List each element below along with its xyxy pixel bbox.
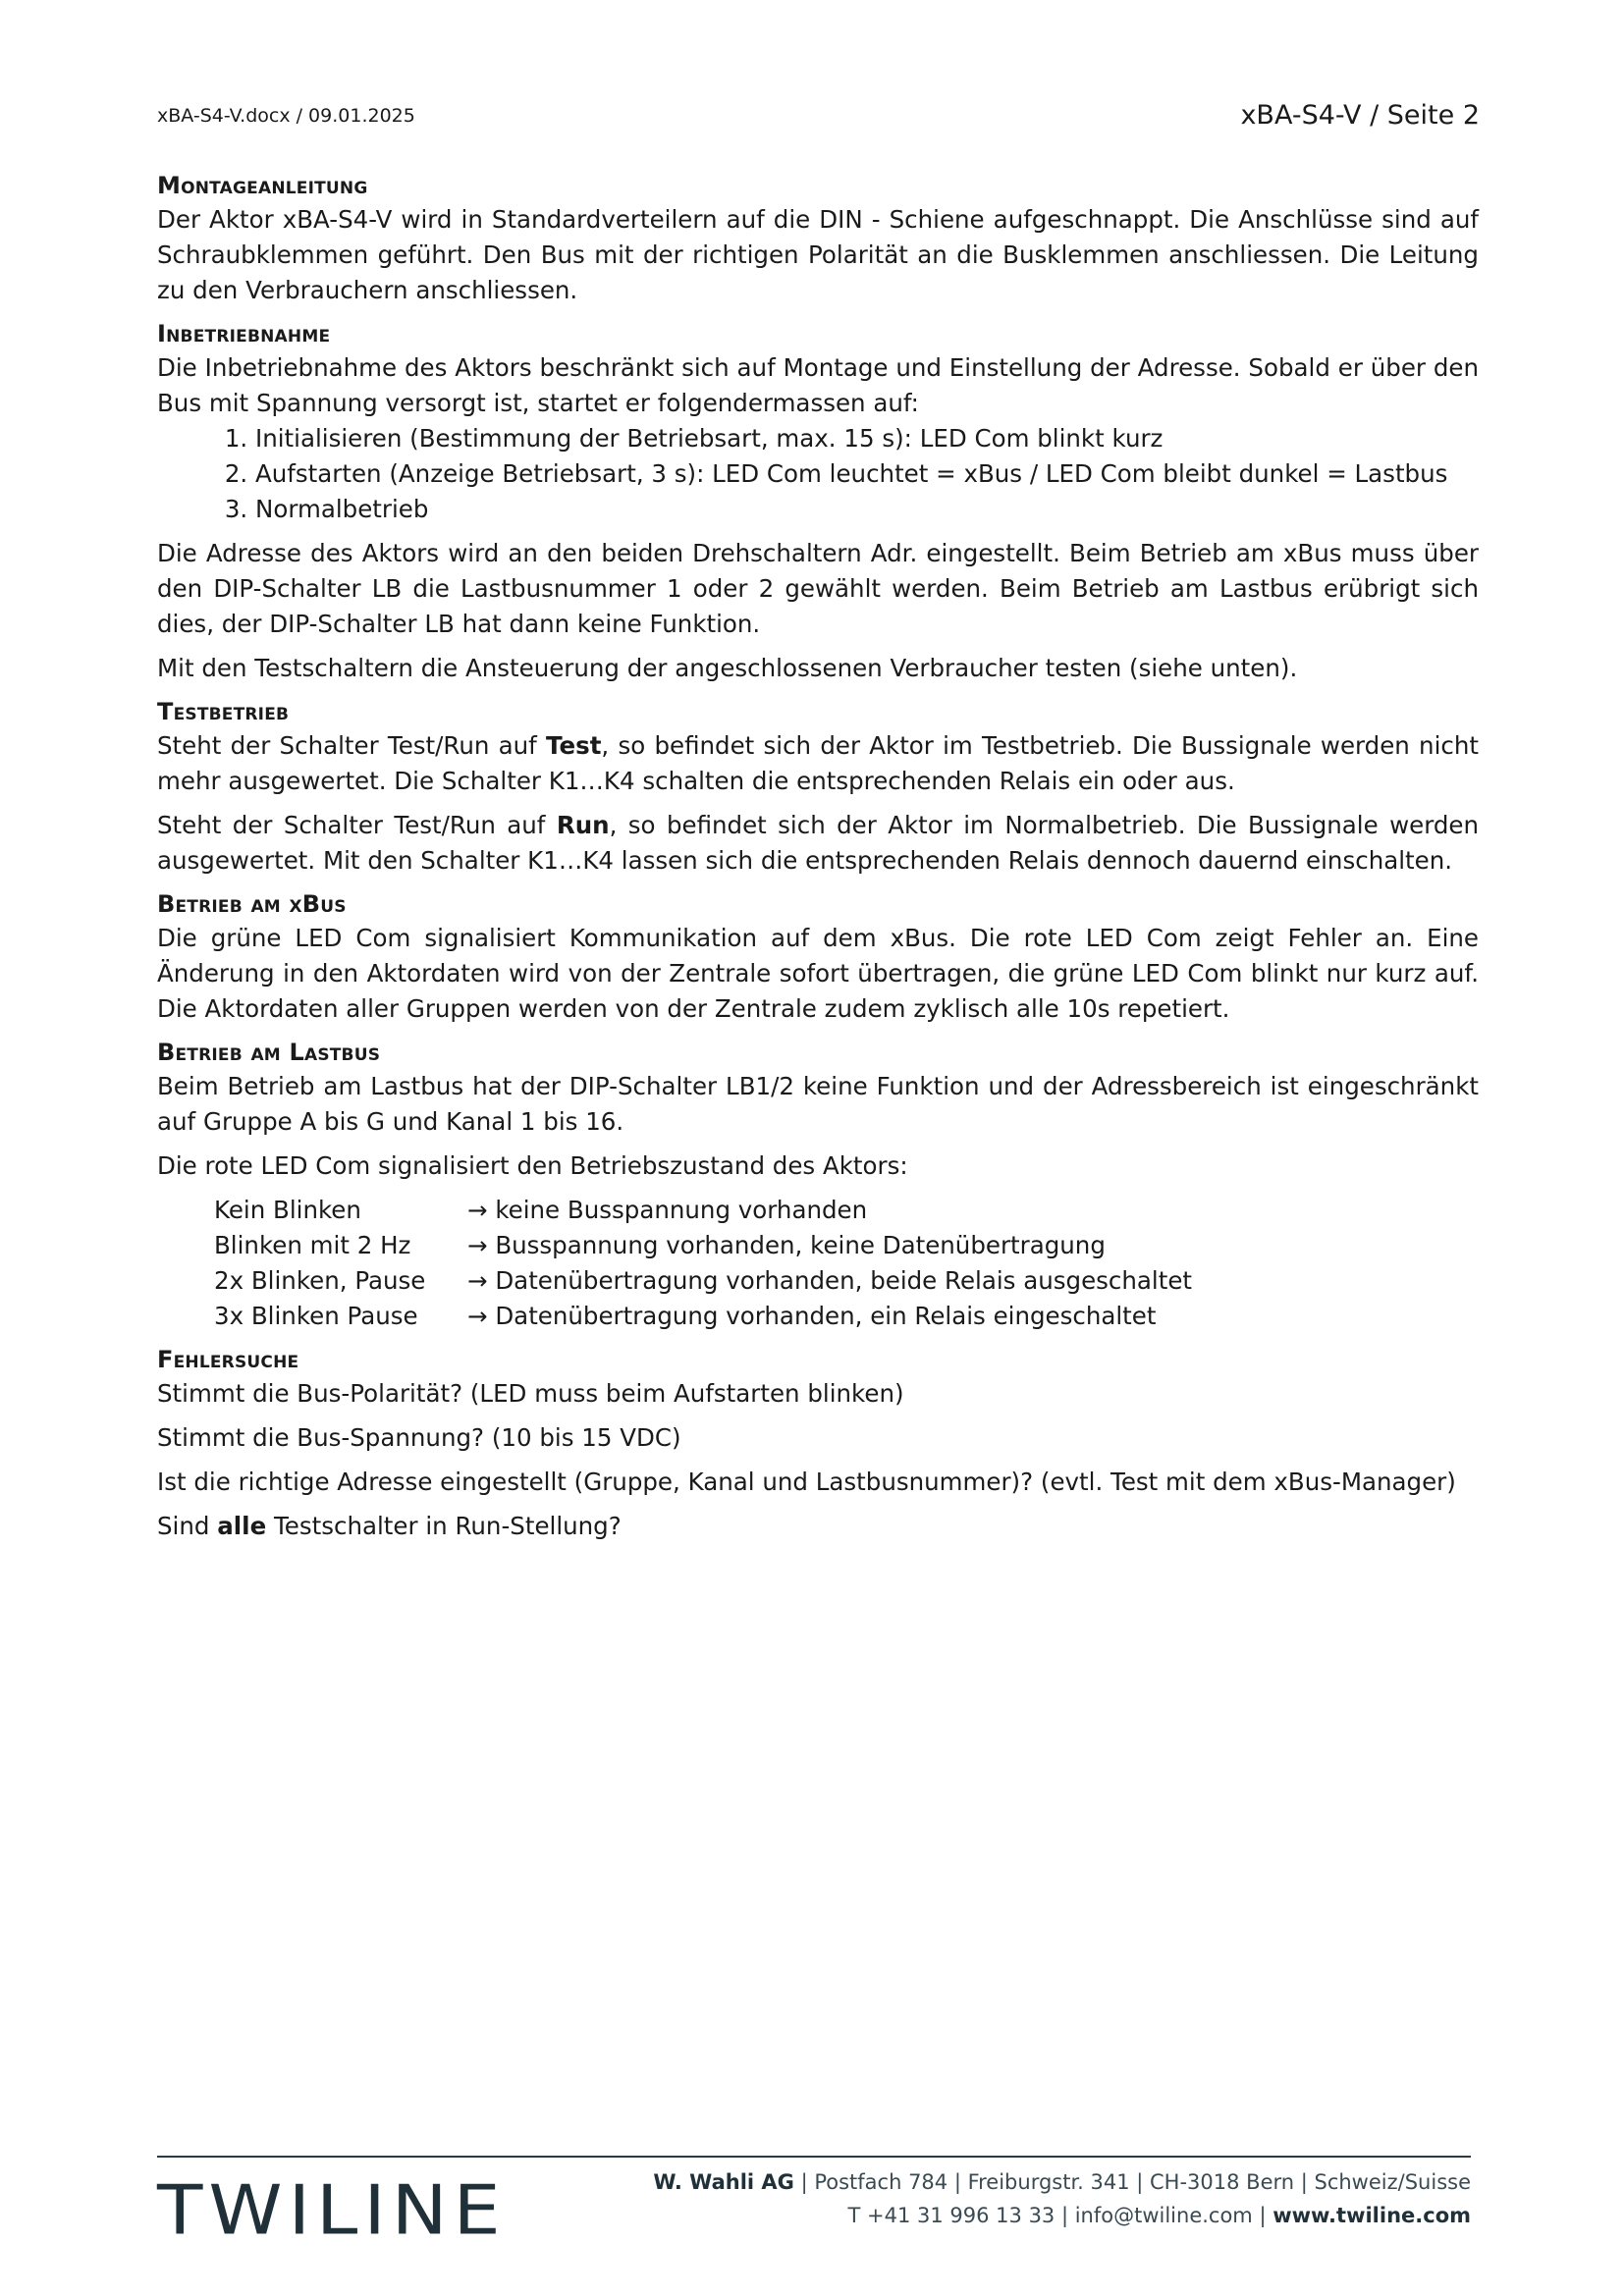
section-title: Fehlersuche	[157, 1346, 299, 1373]
list-item: 3. Normalbetrieb	[255, 492, 1479, 527]
paragraph	[157, 1509, 1479, 1544]
table-row	[214, 1228, 1479, 1263]
text: Sind	[157, 1512, 218, 1540]
paragraph: Beim Betrieb am Lastbus hat der DIP-Schalter LB1/2 keine Funktion und der Adressbereich ist eingeschränkt auf Gruppe A bis G und Kanal 1 bis 16.	[157, 1072, 1479, 1136]
emphasis: Run	[556, 811, 610, 839]
led-pattern: 2x Blinken, Pause	[214, 1266, 426, 1295]
table-row	[214, 1299, 1479, 1334]
header-filename: xBA-S4-V.docx / 09.01.2025	[157, 105, 415, 127]
list-item: 2. Aufstarten (Anzeige Betriebsart, 3 s): LED Com leuchtet = xBus / LED Com bleibt dunkel = Lastbus	[255, 456, 1479, 492]
company-name: W. Wahli AG	[653, 2170, 794, 2194]
contact-line	[653, 2199, 1471, 2232]
text: Testschalter in Run-Stellung?	[266, 1512, 622, 1540]
page-footer	[157, 2156, 1471, 2250]
led-pattern: 3x Blinken Pause	[214, 1302, 418, 1330]
paragraph: Stimmt die Bus-Spannung? (10 bis 15 VDC)	[157, 1423, 681, 1452]
text: , so befindet sich der Aktor im Testbetrieb. Die Bussignale werden nicht mehr ausgewertet. Die Schalter K1…K4 schalten die entsprechenden Relais ein oder aus.	[157, 731, 1479, 795]
led-meaning: → Busspannung vorhanden, keine Datenübertragung	[467, 1231, 1106, 1259]
emphasis: alle	[217, 1512, 267, 1540]
section-title: Testbetrieb	[157, 698, 290, 725]
section-title: Betrieb am Lastbus	[157, 1039, 381, 1066]
led-status-table	[214, 1193, 1479, 1334]
paragraph: Ist die richtige Adresse eingestellt (Gruppe, Kanal und Lastbusnummer)? (evtl. Test mit dem xBus-Manager)	[157, 1468, 1456, 1496]
company-info	[653, 2165, 1471, 2232]
emphasis: Test	[546, 731, 602, 760]
table-row	[214, 1263, 1479, 1299]
paragraph	[157, 808, 1479, 879]
led-meaning: → Datenübertragung vorhanden, ein Relais eingeschaltet	[467, 1302, 1157, 1330]
section-title: Inbetriebnahme	[157, 320, 331, 347]
section-lastbus	[157, 1036, 1479, 1334]
section-xbus	[157, 887, 1479, 1027]
section-montage	[157, 169, 1479, 308]
paragraph: Der Aktor xBA-S4-V wird in Standardverteilern auf die DIN - Schiene aufgeschnappt. Die Anschlüsse sind auf Schraubklemmen geführt. Den Bus mit der richtigen Polarität an die Busklemmen anschliessen. Die Leitung zu den Verbrauchern anschliessen.	[157, 205, 1479, 304]
text: Steht der Schalter Test/Run auf	[157, 811, 557, 839]
table-row	[214, 1193, 1479, 1228]
paragraph: Stimmt die Bus-Polarität? (LED muss beim Aufstarten blinken)	[157, 1379, 904, 1408]
led-pattern: Kein Blinken	[214, 1196, 361, 1224]
paragraph: Mit den Testschaltern die Ansteuerung der angeschlossenen Verbraucher testen (siehe unten).	[157, 654, 1298, 682]
document-body	[157, 169, 1479, 1553]
text: Steht der Schalter Test/Run auf	[157, 731, 547, 760]
header-page: xBA-S4-V / Seite 2	[1240, 100, 1480, 131]
address-line	[653, 2165, 1471, 2199]
twiline-logo: TWILINE	[157, 2169, 507, 2250]
paragraph: Die Adresse des Aktors wird an den beiden Drehschaltern Adr. eingestellt. Beim Betrieb am xBus muss über den DIP-Schalter LB die Lastbusnummer 1 oder 2 gewählt werden. Beim Betrieb am Lastbus erübrigt sich dies, der DIP-Schalter LB hat dann keine Funktion.	[157, 539, 1479, 638]
led-meaning: → Datenübertragung vorhanden, beide Relais ausgeschaltet	[467, 1266, 1193, 1295]
section-title: Betrieb am xBus	[157, 890, 347, 918]
section-testbetrieb	[157, 695, 1479, 879]
website-link[interactable]: www.twiline.com	[1272, 2204, 1471, 2227]
section-fehlersuche	[157, 1343, 1479, 1544]
text: , so befindet sich der Aktor im Normalbetrieb. Die Bussignale werden ausgewertet. Mit den Schalter K1…K4 lassen sich die entsprechenden Relais dennoch dauernd einschalten.	[157, 811, 1479, 875]
section-inbetriebnahme	[157, 317, 1479, 686]
contact-text: T +41 31 996 13 33 | info@twiline.com |	[847, 2204, 1273, 2227]
paragraph: Die Inbetriebnahme des Aktors beschränkt sich auf Montage und Einstellung der Adresse. Sobald er über den Bus mit Spannung versorgt ist, startet er folgendermassen auf:	[157, 353, 1479, 417]
led-meaning: → keine Busspannung vorhanden	[467, 1196, 868, 1224]
section-title: Montageanleitung	[157, 172, 368, 199]
address-text: | Postfach 784 | Freiburgstr. 341 | CH-3018 Bern | Schweiz/Suisse	[793, 2170, 1471, 2194]
paragraph: Die grüne LED Com signalisiert Kommunikation auf dem xBus. Die rote LED Com zeigt Fehler an. Eine Änderung in den Aktordaten wird von der Zentrale sofort übertragen, die grüne LED Com blinkt nur kurz auf. Die Aktordaten aller Gruppen werden von der Zentrale zudem zyklisch alle 10s repetiert.	[157, 924, 1479, 1023]
footer-divider	[157, 2156, 1471, 2158]
led-pattern: Blinken mit 2 Hz	[214, 1231, 411, 1259]
list-item: 1. Initialisieren (Bestimmung der Betriebsart, max. 15 s): LED Com blinkt kurz	[255, 421, 1479, 456]
paragraph	[157, 728, 1479, 799]
paragraph: Die rote LED Com signalisiert den Betriebszustand des Aktors:	[157, 1151, 908, 1180]
startup-steps	[157, 421, 1479, 527]
